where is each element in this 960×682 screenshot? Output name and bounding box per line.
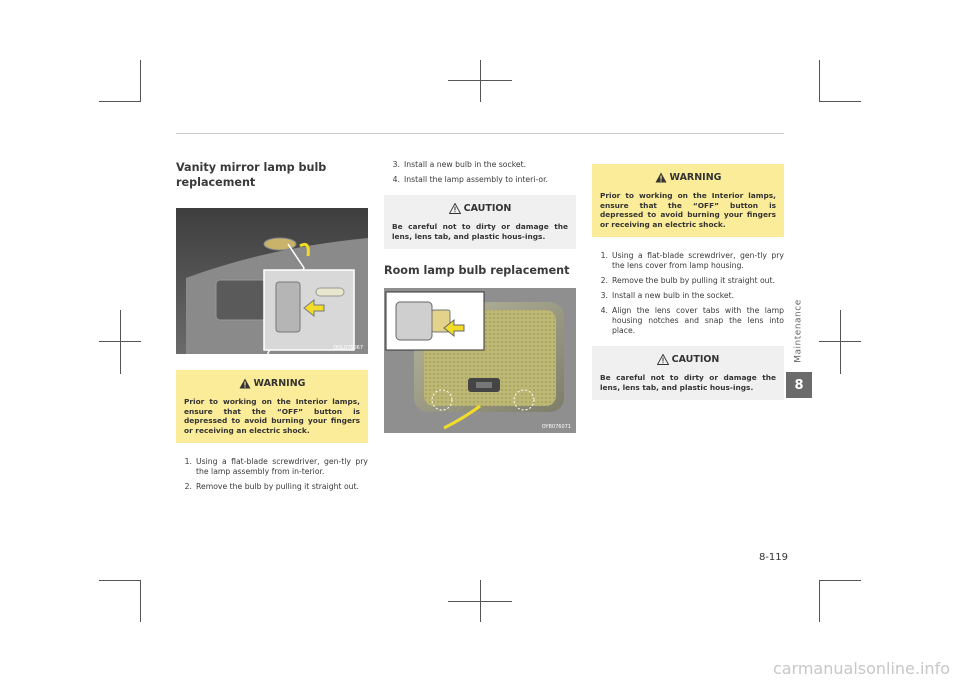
header-rule	[176, 133, 784, 134]
list-item: 2. Remove the bulb by pulling it straight out.	[184, 482, 360, 491]
warning-box	[176, 370, 368, 443]
watermark: carmanualsonline.info	[772, 659, 950, 678]
crop-mark	[140, 60, 141, 102]
caution-triangle-icon	[657, 354, 669, 365]
list-item: 1. Using a flat-blade screwdriver, gen-tly pry the lens cover from lamp housing.	[600, 251, 784, 270]
chapter-number-badge: 8	[786, 372, 812, 398]
steps-list	[592, 251, 784, 336]
warning-title: WARNING	[253, 378, 306, 389]
steps-list	[384, 160, 576, 185]
crop-mark	[99, 341, 141, 342]
list-item: 3. Install a new bulb in the socket.	[392, 160, 527, 169]
crop-mark	[448, 601, 512, 602]
warning-triangle-icon	[239, 378, 251, 389]
section-heading-vanity: Vanity mirror lamp bulb replacement	[176, 161, 327, 189]
list-item: 4. Align the lens cover tabs with the lamp housing notches and snap the lens into place.	[600, 306, 784, 335]
column-right	[592, 160, 784, 400]
caution-title: CAUTION	[671, 354, 720, 365]
warning-triangle-icon	[655, 172, 667, 183]
caution-box	[384, 195, 576, 249]
room-lamp-illustration	[384, 288, 576, 433]
warning-text: Prior to working on the Interior lamps, ensure that the “OFF” button is depressed to avoid burning your fingers or receiving an electric shock.	[184, 397, 360, 435]
crop-mark	[819, 341, 861, 342]
page-number: 8-119	[758, 552, 788, 563]
list-item: 3. Install a new bulb in the socket.	[600, 291, 735, 300]
figure-code: OQL075067	[333, 345, 363, 351]
crop-mark	[840, 310, 841, 374]
warning-title: WARNING	[669, 172, 722, 183]
crop-mark	[819, 580, 861, 581]
list-item: 4. Install the lamp assembly to interi-or.	[392, 175, 548, 184]
crop-mark	[120, 310, 121, 374]
crop-mark	[99, 101, 141, 102]
warning-text: Prior to working on the Interior lamps, ensure that the “OFF” button is depressed to avoid burning your fingers or receiving an electric shock.	[600, 191, 776, 229]
figure-code: OYB076071	[541, 424, 571, 430]
crop-mark	[819, 60, 820, 102]
list-item: 2. Remove the bulb by pulling it straight out.	[600, 276, 776, 285]
caution-heading	[392, 203, 568, 214]
crop-mark	[99, 580, 141, 581]
warning-heading	[184, 378, 360, 389]
figure-vanity-lamp	[176, 208, 368, 354]
column-middle	[384, 160, 576, 433]
crop-mark	[140, 580, 141, 622]
vanity-lamp-illustration	[176, 208, 368, 354]
caution-heading	[600, 354, 776, 365]
crop-mark	[819, 580, 820, 622]
warning-box	[592, 164, 784, 237]
crop-mark	[448, 80, 512, 81]
caution-text: Be careful not to dirty or damage the lens, lens tab, and plastic hous-ings.	[392, 222, 568, 241]
caution-text: Be careful not to dirty or damage the lens, lens tab, and plastic hous-ings.	[600, 373, 776, 392]
caution-title: CAUTION	[463, 203, 512, 214]
crop-mark	[819, 101, 861, 102]
caution-box	[592, 346, 784, 400]
list-item: 1. Using a flat-blade screwdriver, gen-tly pry the lamp assembly from in-terior.	[184, 457, 368, 476]
caution-triangle-icon	[449, 203, 461, 214]
section-heading-room: Room lamp bulb replacement	[384, 264, 570, 277]
crop-mark	[480, 60, 481, 102]
column-left	[176, 160, 368, 497]
warning-heading	[600, 172, 776, 183]
steps-list	[176, 457, 368, 492]
chapter-side-label: Maintenance	[794, 299, 804, 363]
figure-room-lamp	[384, 288, 576, 433]
